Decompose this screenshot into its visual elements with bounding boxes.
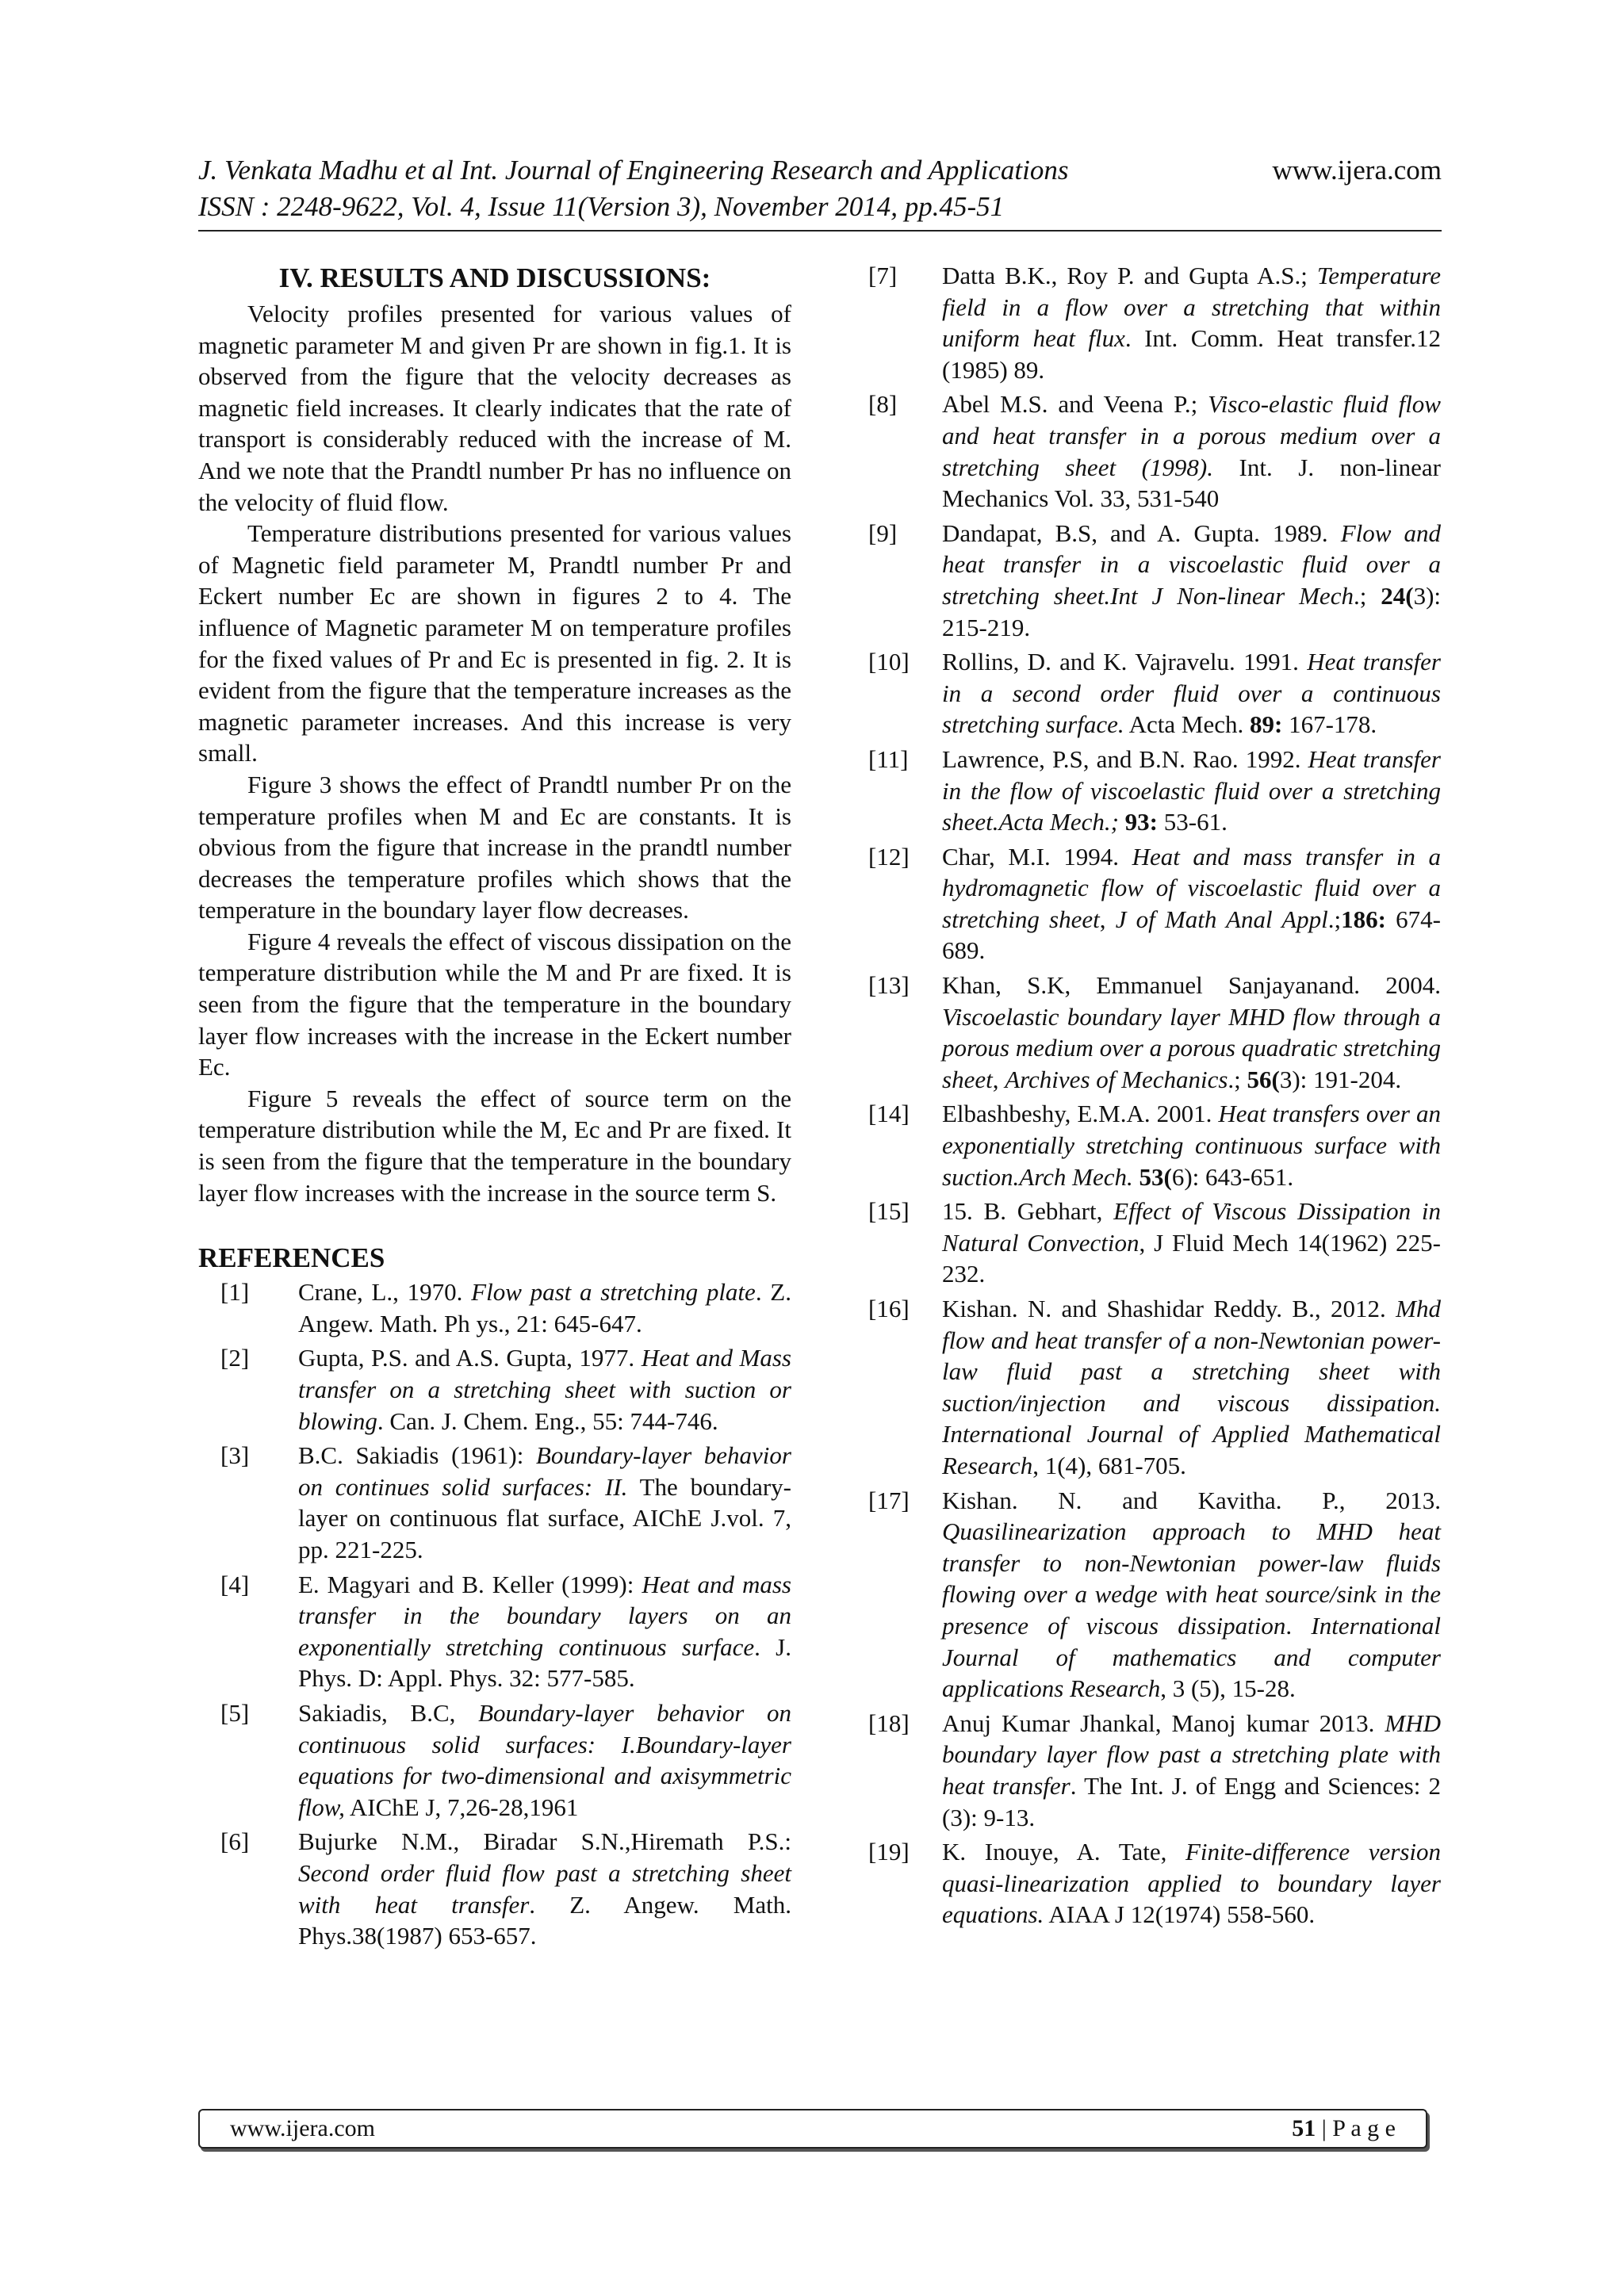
reference-segment: . Z. Angew. Math. Ph ys., 21: 645-647.	[298, 1278, 791, 1337]
paragraph: Figure 3 shows the effect of Prandtl number Pr on the temperature profiles when M and Ec are constants. It is obvious from the figure that increase in the prandtl number decreases the temperature profiles which shows that the temperature in the boundary layer flow decreases.	[198, 770, 791, 924]
reference-segment: Sakiadis, B.C,	[298, 1698, 479, 1727]
reference-text	[298, 1826, 791, 1951]
reference-segment: Boundary-layer behavior on continues solid surfaces: II.	[298, 1441, 791, 1501]
page-suffix: | P a g e	[1316, 2115, 1396, 2141]
reference-segment: Archives of Mechanics	[1005, 1065, 1228, 1093]
reference-segment: J of Math Anal Appl	[1115, 905, 1328, 933]
reference-segment: Int. J. non-linear Mechanics Vol. 33, 531-540	[942, 453, 1441, 513]
reference-segment	[1119, 808, 1125, 836]
reference-number: [3]	[220, 1441, 250, 1470]
reference-segment: AIAA J 12(1974) 558-560.	[1044, 1900, 1316, 1929]
reference-segment: .;	[1228, 1065, 1247, 1093]
journal-url[interactable]: www.ijera.com	[1272, 155, 1442, 186]
reference-text	[942, 744, 1441, 838]
reference-segment	[1133, 1163, 1139, 1191]
reference-segment: Heat transfers over an exponentially stretching continuous surface with suction.Arch Mech.	[942, 1100, 1441, 1191]
reference-item	[868, 388, 1441, 514]
reference-number: [2]	[220, 1344, 250, 1372]
reference-text	[298, 1276, 791, 1339]
right-column	[868, 260, 1441, 1934]
paragraph: Figure 4 reveals the effect of viscous dissipation on the temperature distribution while the M and Pr are fixed. It is seen from the figure that the temperature in the boundary layer flow increases with the increase in the Eckert number Ec.	[198, 927, 791, 1081]
reference-item	[868, 646, 1441, 740]
reference-item	[868, 1196, 1441, 1290]
reference-segment: Elbashbeshy, E.M.A. 2001.	[942, 1100, 1219, 1128]
reference-number: [1]	[220, 1278, 250, 1307]
reference-segment: 167-178.	[1282, 710, 1377, 739]
reference-segment: Bujurke N.M., Biradar S.N.,Hiremath P.S.:	[298, 1827, 791, 1856]
reference-segment: Effect of Viscous Dissipation in Natural Convection	[942, 1197, 1441, 1257]
reference-segment: K. Inouye, A. Tate,	[942, 1838, 1185, 1866]
reference-item	[868, 1485, 1441, 1705]
reference-item	[868, 1098, 1441, 1192]
running-header	[198, 152, 1442, 225]
reference-number: [7]	[868, 262, 898, 289]
reference-item	[198, 1569, 791, 1694]
reference-segment: .	[1285, 1611, 1312, 1640]
reference-segment: 674-689.	[942, 905, 1442, 965]
reference-segment: . Int. Comm. Heat transfer.12 (1985) 89.	[942, 324, 1441, 384]
journal-citation: J. Venkata Madhu et al Int. Journal of Engineering Research and Applications	[198, 155, 1069, 186]
reference-segment: B.C. Sakiadis (1961):	[298, 1441, 536, 1470]
reference-segment: 89:	[1249, 710, 1283, 739]
header-rule	[198, 230, 1442, 232]
section-title: IV. RESULTS AND DISCUSSIONS:	[278, 262, 711, 293]
reference-segment: Flow and heat transfer in a viscoelastic fluid over a stretching sheet.Int J Non-linear Mech	[942, 519, 1441, 610]
reference-text	[942, 841, 1441, 966]
reference-segment: Acta Mech.	[1124, 710, 1250, 739]
reference-segment: Visco-elastic fluid flow and heat transfer in a porous medium over a stretching sheet (1998).	[942, 390, 1441, 481]
reference-number: [18]	[868, 1709, 910, 1737]
reference-segment: Char, M.I. 1994.	[942, 842, 1132, 871]
reference-segment: 6): 643-651.	[1171, 1162, 1294, 1191]
reference-segment: 53-61.	[1158, 808, 1228, 836]
reference-text	[298, 1342, 791, 1437]
reference-segment: 3): 215-219.	[942, 581, 1441, 641]
reference-number: [10]	[868, 648, 910, 676]
reference-text	[942, 1293, 1441, 1482]
reference-number: [17]	[868, 1486, 910, 1514]
reference-segment: International Journal of mathematics and computer applications Research	[942, 1611, 1442, 1703]
left-column	[198, 260, 791, 1955]
reference-text	[942, 970, 1441, 1095]
reference-segment: 53(	[1139, 1162, 1172, 1191]
reference-segment: Abel M.S. and Veena P.;	[942, 390, 1208, 419]
reference-segment: MHD boundary layer flow past a stretching plate with heat transfer	[942, 1709, 1441, 1800]
reference-number: [8]	[868, 390, 898, 419]
reference-segment: Khan, S.K, Emmanuel Sanjayanand. 2004.	[942, 971, 1441, 1000]
reference-number: [11]	[868, 744, 909, 773]
reference-number: [6]	[220, 1827, 250, 1856]
reference-number: [16]	[868, 1295, 910, 1322]
reference-segment: 3): 191-204.	[1279, 1065, 1402, 1093]
reference-segment: . Z. Angew. Math. Phys.38(1987) 653-657.	[298, 1890, 791, 1950]
reference-segment: Lawrence, P.S, and B.N. Rao. 1992.	[942, 744, 1308, 773]
reference-segment: 93:	[1124, 808, 1158, 836]
reference-segment: 15. B. Gebhart,	[942, 1197, 1114, 1226]
paragraph: Figure 5 reveals the effect of source term on the temperature distribution while the M, Ec and Pr are fixed. It is seen from the figure that the temperature in the boundary layer flow increases with the increase in the source term S.	[198, 1084, 791, 1207]
paragraph: Velocity profiles presented for various values of magnetic parameter M and given Pr are shown in fig.1. It is observed from the figure that the velocity decreases as magnetic field increases. It clearly indicates that the rate of transport is considerably reduced with the increase of M. And we note that the Prandtl number Pr has no influence on the velocity of fluid flow.	[198, 300, 791, 516]
reference-segment: , 3 (5), 15-28.	[1160, 1674, 1296, 1703]
reference-item	[198, 1826, 791, 1951]
reference-segment: .;	[1327, 905, 1342, 933]
reference-number: [19]	[868, 1838, 910, 1866]
issn-line: ISSN : 2248-9622, Vol. 4, Issue 11(Version 3), November 2014, pp.45-51	[198, 191, 1005, 222]
reference-segment: 56(	[1247, 1065, 1280, 1093]
reference-list-right	[868, 260, 1441, 1931]
reference-item	[868, 970, 1441, 1095]
reference-segment: Crane, L., 1970.	[298, 1278, 472, 1307]
reference-text	[298, 1697, 791, 1823]
reference-item	[868, 1836, 1441, 1931]
reference-item	[198, 1342, 791, 1437]
reference-segment: . J. Phys. D: Appl. Phys. 32: 577-585.	[298, 1632, 791, 1693]
reference-item	[198, 1697, 791, 1823]
reference-segment: , 1(4), 681-705.	[1032, 1451, 1186, 1479]
reference-segment: E. Magyari and B. Keller (1999):	[298, 1570, 642, 1598]
reference-item	[868, 841, 1441, 966]
reference-item	[868, 260, 1441, 385]
footer-url[interactable]: www.ijera.com	[230, 2115, 375, 2141]
reference-item	[868, 1293, 1441, 1482]
reference-text	[942, 518, 1441, 643]
reference-segment: Heat transfer in the flow of viscoelastic fluid over a stretching sheet.Acta Mech.;	[942, 744, 1441, 836]
reference-segment: Datta B.K., Roy P. and Gupta A.S.;	[942, 262, 1317, 289]
reference-segment: Second order fluid flow past a stretching sheet with heat transfer	[298, 1858, 791, 1919]
reference-item	[198, 1440, 791, 1565]
reference-text	[942, 388, 1441, 514]
reference-number: [13]	[868, 971, 910, 1000]
reference-segment: 186:	[1341, 905, 1386, 933]
reference-text	[942, 1708, 1441, 1833]
reference-segment: Boundary-layer behavior on continuous solid surfaces: I.Boundary-layer equations for two-dimensional and axisymmetric flow,	[298, 1698, 791, 1821]
reference-text	[942, 1485, 1441, 1705]
reference-text	[298, 1569, 791, 1694]
reference-segment: Rollins, D. and K. Vajravelu. 1991.	[942, 648, 1308, 676]
reference-item	[868, 518, 1441, 643]
reference-segment: Kishan. N. and Kavitha. P., 2013.	[942, 1486, 1441, 1514]
reference-segment: Heat transfer in a second order fluid over a continuous stretching surface.	[942, 648, 1441, 739]
reference-number: [9]	[868, 519, 898, 547]
reference-text	[942, 1196, 1441, 1290]
reference-segment: ,	[1099, 905, 1116, 933]
reference-segment: Flow past a stretching plate	[471, 1278, 756, 1307]
reference-item	[868, 1708, 1441, 1833]
reference-item	[198, 1276, 791, 1339]
reference-number: [5]	[220, 1698, 250, 1727]
reference-segment: Quasilinearization approach to MHD heat transfer to non-Newtonian power-law fluids flowing over a wedge with heat source/sink in the presence of viscous dissipation	[942, 1517, 1441, 1640]
reference-segment: Heat and mass transfer in a hydromagnetic flow of viscoelastic fluid over a stretching sheet	[942, 842, 1441, 933]
page-num-value: 51	[1292, 2115, 1316, 2141]
references-heading: REFERENCES	[198, 1242, 385, 1274]
reference-segment: . Can. J. Chem. Eng., 55: 744-746.	[377, 1406, 718, 1435]
reference-segment: .;	[1353, 581, 1381, 610]
reference-number: [4]	[220, 1570, 250, 1598]
reference-text	[942, 1836, 1441, 1931]
reference-number: [12]	[868, 842, 910, 871]
reference-item	[868, 744, 1441, 838]
reference-number: [14]	[868, 1100, 910, 1128]
reference-text	[942, 1098, 1441, 1192]
reference-segment: , J Fluid Mech 14(1962) 225-232.	[942, 1228, 1441, 1288]
reference-segment: AIChE J, 7,26-28,1961	[344, 1793, 579, 1821]
reference-text	[942, 646, 1441, 740]
reference-segment: Finite-difference version quasi-linearization applied to boundary layer equations.	[942, 1838, 1441, 1929]
reference-segment: 24(	[1381, 581, 1414, 610]
reference-segment: Mhd flow and heat transfer of a non-Newtonian power-law fluid past a stretching sheet with suction/injection and viscous dissipation. International Journal of Applied Mathematical Research	[942, 1295, 1441, 1479]
reference-list-left	[198, 1276, 791, 1951]
reference-segment: Gupta, P.S. and A.S. Gupta, 1977.	[298, 1344, 642, 1372]
reference-segment: The boundary-layer on continuous flat surface, AIChE J.vol. 7, pp. 221-225.	[298, 1472, 792, 1563]
reference-segment: Viscoelastic boundary layer MHD flow through a porous medium over a porous quadratic stretching sheet	[942, 1002, 1441, 1093]
page-footer	[198, 2109, 1427, 2149]
reference-segment: Heat and Mass transfer on a stretching sheet with suction or blowing	[298, 1344, 791, 1435]
reference-segment: Dandapat, B.S, and A. Gupta. 1989.	[942, 519, 1341, 547]
paragraph: Temperature distributions presented for various values of Magnetic field parameter M, Prandtl number Pr and Eckert number Ec are shown in figures 2 to 4. The influence of Magnetic parameter M on temperature profiles for the fixed values of Pr and Ec is presented in fig. 2. It is evident from the figure that the temperature increases as the magnetic parameter increases. And this increase is very small.	[198, 519, 791, 767]
reference-segment: ,	[992, 1065, 1005, 1093]
page-number	[1292, 2115, 1396, 2142]
reference-segment: Kishan. N. and Shashidar Reddy. B., 2012.	[942, 1295, 1396, 1322]
reference-segment: Heat and mass transfer in the boundary layers on an exponentially stretching continuous surface	[298, 1570, 791, 1661]
reference-segment: . The Int. J. of Engg and Sciences: 2 (3): 9-13.	[942, 1771, 1441, 1831]
reference-text	[298, 1440, 791, 1565]
reference-segment: Anuj Kumar Jhankal, Manoj kumar 2013.	[942, 1709, 1385, 1737]
reference-number: [15]	[868, 1197, 910, 1226]
reference-segment: Temperature field in a flow over a stretching that within uniform heat flux	[942, 262, 1441, 353]
reference-text	[942, 260, 1441, 385]
